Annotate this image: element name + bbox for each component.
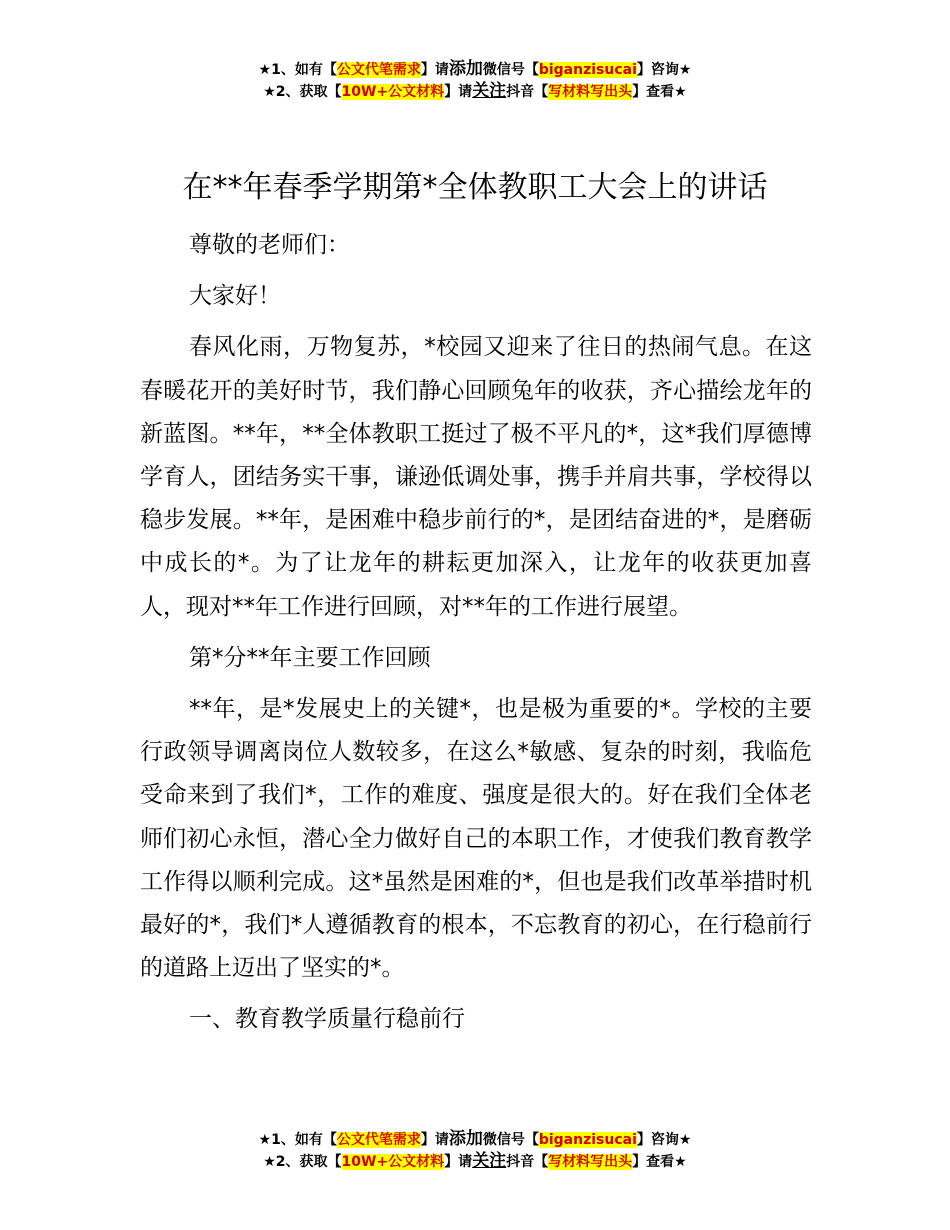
- banner-highlight: 10W+公文材料: [341, 84, 445, 100]
- banner-highlight: 公文代笔需求: [336, 1132, 421, 1148]
- banner-highlight: 10W+公文材料: [341, 1154, 445, 1170]
- banner-line-2: [0, 1150, 950, 1172]
- banner-text: ★2、获取【: [263, 84, 342, 100]
- banner-highlight: 公文代笔需求: [336, 62, 421, 78]
- banner-text: 】请: [444, 1154, 473, 1170]
- banner-wechat-id: biganzisucai: [538, 62, 637, 78]
- banner-emphasis: 关注: [472, 1151, 507, 1171]
- banner-text: 】请: [444, 84, 473, 100]
- banner-line-1: [0, 58, 950, 80]
- banner-text: 】请: [420, 1132, 449, 1148]
- paragraph-review: **年，是*发展史上的关键*，也是极为重要的*。学校的主要行政领导调离岗位人数较多，在这么*敏感、复杂的时刻，我临危受命来到了我们*，工作的难度、强度是很大的。好在我们全体老师们初心永恒，潜心全力做好自己的本职工作，才使我们教育教学工作得以顺利完成。这*虽然是困难的*，但也是我们改革举措时机最好的*，我们*人遵循教育的根本，不忘教育的初心，在行稳前行的道路上迈出了坚实的*。: [140, 696, 812, 982]
- banner-text: 微信号【: [482, 1132, 539, 1148]
- banner-text: 抖音【: [506, 84, 549, 100]
- subsection-heading: 一、教育教学质量行稳前行: [189, 1006, 465, 1033]
- banner-text: ★2、获取【: [263, 1154, 342, 1170]
- banner-text: 】咨询★: [636, 1132, 692, 1148]
- banner-text: 】查看★: [632, 84, 687, 100]
- banner-text: ★1、如有【: [258, 62, 337, 78]
- document-title: 在**年春季学期第*全体教职工大会上的讲话: [182, 170, 768, 205]
- salutation: 尊敬的老师们：: [189, 232, 350, 258]
- banner-line-2: [0, 80, 950, 102]
- footer-banner: [0, 1128, 950, 1172]
- banner-douyin-name: 写材料写出头: [548, 1154, 633, 1170]
- banner-text: 微信号【: [482, 62, 539, 78]
- banner-emphasis: 添加: [448, 1129, 483, 1149]
- banner-text: 】咨询★: [636, 62, 692, 78]
- banner-text: 】请: [420, 62, 449, 78]
- banner-emphasis: 添加: [448, 59, 483, 79]
- banner-text: 】查看★: [632, 1154, 687, 1170]
- greeting: 大家好！: [189, 283, 281, 310]
- banner-text: ★1、如有【: [258, 1132, 337, 1148]
- banner-line-1: [0, 1128, 950, 1150]
- paragraph-intro: 春风化雨，万物复苏，*校园又迎来了往日的热闹气息。在这春暖花开的美好时节，我们静心回顾兔年的收获，齐心描绘龙年的新蓝图。**年，**全体教职工挺过了极不平凡的*，这*我们厚德博学育人，团结务实干事，谦逊低调处事，携手并肩共事，学校得以稳步发展。**年，是困难中稳步前行的*，是团结奋进的*，是磨砺中成长的*。为了让龙年的耕耘更加深入，让龙年的收获更加喜人，现对**年工作进行回顾，对**年的工作进行展望。: [140, 334, 812, 620]
- section-heading: 第*分**年主要工作回顾: [189, 644, 431, 671]
- banner-emphasis: 关注: [472, 81, 507, 101]
- header-banner: [0, 58, 950, 102]
- banner-douyin-name: 写材料写出头: [548, 84, 633, 100]
- document-body: [140, 224, 812, 1042]
- banner-wechat-id: biganzisucai: [538, 1132, 637, 1148]
- banner-text: 抖音【: [506, 1154, 549, 1170]
